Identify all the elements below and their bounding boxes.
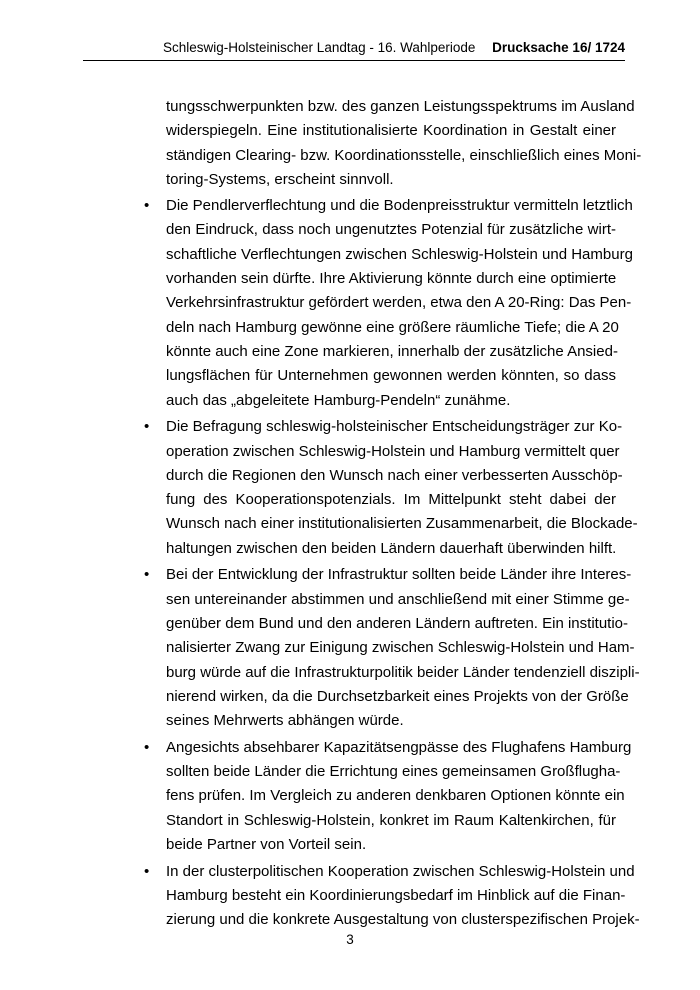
text-line: könnte auch eine Zone markieren, innerhalb der zusätzliche Ansied- xyxy=(166,342,618,360)
page-number: 3 xyxy=(346,932,354,947)
text-line: beide Partner von Vorteil sein. xyxy=(166,836,367,854)
text-line: widerspiegeln. Eine institutionalisierte Koordination in Gestalt einer xyxy=(166,122,616,140)
text-line: Verkehrsinfrastruktur gefördert werden, etwa den A 20-Ring: Das Pen- xyxy=(166,294,632,312)
text-line: zierung und die konkrete Ausgestaltung von clusterspezifischen Projek- xyxy=(166,911,640,929)
text-line: haltungen zwischen den beiden Ländern dauerhaft überwinden hilft. xyxy=(166,539,617,557)
bullet-item xyxy=(144,194,633,413)
text-line: fens prüfen. Im Vergleich zu anderen denkbaren Optionen könnte ein xyxy=(166,787,625,805)
text-line: Die Pendlerverflechtung und die Bodenpreisstruktur vermitteln letztlich xyxy=(166,197,633,215)
document-body xyxy=(144,95,642,935)
text-line: sollten beide Länder die Errichtung eines gemeinsamen Großflugha- xyxy=(166,763,621,781)
bullet-marker: • xyxy=(144,862,150,880)
text-line: Hamburg besteht ein Koordinierungsbedarf im Hinblick auf die Finan- xyxy=(166,887,626,905)
bullet-item xyxy=(144,415,638,561)
text-line: auch das „abgeleitete Hamburg-Pendeln“ zunähme. xyxy=(166,391,511,409)
text-line: Die Befragung schleswig-holsteinischer Entscheidungsträger zur Ko- xyxy=(166,418,623,436)
text-line: Angesichts absehbarer Kapazitätsengpässe des Flughafens Hamburg xyxy=(166,738,632,756)
header-title: Schleswig-Holsteinischer Landtag - 16. Wahlperiode xyxy=(163,40,476,55)
bullet-marker: • xyxy=(144,566,150,584)
text-line: vorhanden sein dürfte. Ihre Aktivierung könnte durch eine optimierte xyxy=(166,270,617,288)
text-line: nierend wirken, da die Durchsetzbarkeit eines Projekts von der Größe xyxy=(166,687,629,705)
continuation-paragraph xyxy=(166,95,642,192)
bullet-marker: • xyxy=(144,418,150,436)
text-line: operation zwischen Schleswig-Holstein und Hamburg vermittelt quer xyxy=(166,442,620,460)
text-line: schaftliche Verflechtungen zwischen Schleswig-Holstein und Hamburg xyxy=(166,245,633,263)
text-line: genüber dem Bund und den anderen Ländern auftreten. Ein institutio- xyxy=(166,615,628,633)
text-line: Standort in Schleswig-Holstein, konkret im Raum Kaltenkirchen, für xyxy=(166,811,616,829)
text-line: toring-Systems, erscheint sinnvoll. xyxy=(166,170,394,188)
bullet-marker: • xyxy=(144,197,150,215)
text-line: sen untereinander abstimmen und anschließend mit einer Stimme ge- xyxy=(166,590,630,608)
page-header xyxy=(83,40,625,61)
text-line: den Eindruck, dass noch ungenutztes Potenzial für zusätzliche wirt- xyxy=(166,221,616,239)
text-line: durch die Regionen den Wunsch nach einer verbesserten Ausschöp- xyxy=(166,466,623,484)
text-line: Wunsch nach einer institutionalisierten Zusammenarbeit, die Blockade- xyxy=(166,515,638,533)
bullet-item xyxy=(144,563,640,733)
text-line: ständigen Clearing- bzw. Koordinationsstelle, einschließlich eines Moni- xyxy=(166,146,642,164)
text-line: tungsschwerpunkten bzw. des ganzen Leistungsspektrums im Ausland xyxy=(166,98,635,115)
text-line: Bei der Entwicklung der Infrastruktur sollten beide Länder ihre Interes- xyxy=(166,566,632,584)
text-line: nalisierter Zwang zur Einigung zwischen Schleswig-Holstein und Ham- xyxy=(166,639,635,657)
text-line: seines Mehrwerts abhängen würde. xyxy=(166,712,404,730)
text-line: burg würde auf die Infrastrukturpolitik beider Länder tendenziell diszipli- xyxy=(166,663,640,681)
text-line: lungsflächen für Unternehmen gewonnen werden könnten, so dass xyxy=(166,367,616,385)
bullet-item xyxy=(144,736,632,857)
bullet-marker: • xyxy=(144,738,150,756)
text-line: deln nach Hamburg gewönne eine größere räumliche Tiefe; die A 20 xyxy=(166,318,619,336)
text-line: In der clusterpolitischen Kooperation zwischen Schleswig-Holstein und xyxy=(166,862,635,880)
bullet-item xyxy=(144,860,640,933)
header-document-number: Drucksache 16/ 1724 xyxy=(492,40,625,55)
text-line: fung des Kooperationspotenzials. Im Mittelpunkt steht dabei der xyxy=(166,491,616,509)
